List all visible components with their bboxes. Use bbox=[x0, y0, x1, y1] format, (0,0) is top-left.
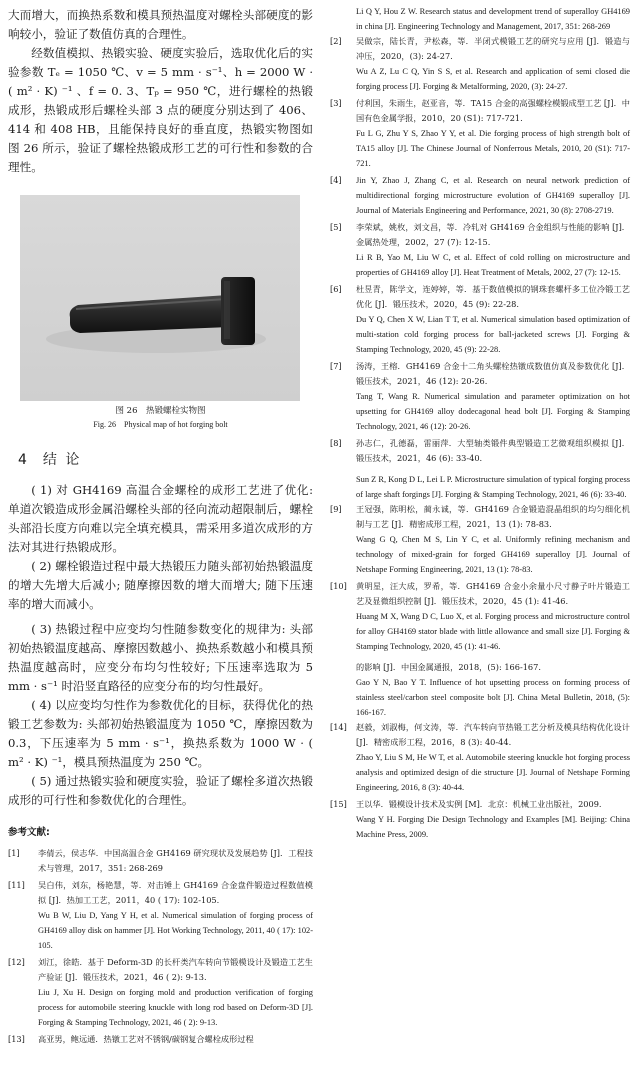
reference-line: 赵毅，刘淑梅，何文涛，等．汽车转向节热锻工艺分析及模具结构优化设计 [J]．精密成形工程，2016，8 (3): 40-44. bbox=[356, 722, 630, 747]
reference-line: Wu B W, Liu D, Yang Y H, et al. Numerical simulation of forging process of GH4169 alloy disk on hammer [J]. Hot Working Technology, 2011, 40 ( 17): 102-105. bbox=[38, 911, 313, 950]
intro-paragraph-2: 经数值模拟、热锻实验、硬度实验后，选取优化后的实验参数 Tₑ = 1050 ℃、v = 5 mm · s⁻¹、h = 2000 W · ( m² · K) ⁻¹ 、f = 0. 3、Tₚ = 950 ℃，进行螺栓的热锻成形，热锻成形后螺栓头部 3 点的硬度分别达到了 406、414 和 408 HB，且能保持良好的垂直度，热锻实物图如图 26 所示，验证了螺栓热锻成形工艺的可行性和参数的合理性。 bbox=[8, 46, 313, 174]
reference-item bbox=[330, 96, 630, 171]
figure-caption-en: Fig. 26 Physical map of hot forging bolt bbox=[93, 420, 228, 429]
reference-line: Liu J, Xu H. Design on forging mold and production verification of forging process for automobile steering knuckle with long rod based on Deform-3D [J]. Forging & Stamping Technology, 2021, 46 ( 2): 9-13. bbox=[38, 988, 313, 1027]
reference-8-continuation bbox=[330, 472, 630, 502]
reference-item bbox=[330, 720, 630, 795]
reference-number: [15] bbox=[330, 799, 347, 809]
reference-line: 吴白伟，刘东，杨艳慧，等．对击锤上 GH4169 合金盘件锻造过程数值模拟 [J]．热加工工艺，2011，40 ( 17): 102-105. bbox=[38, 880, 313, 905]
reference-number: [11] bbox=[8, 880, 25, 890]
reference-number: [3] bbox=[330, 98, 342, 108]
references-heading: 参考文献: bbox=[8, 827, 50, 838]
reference-item bbox=[8, 955, 313, 1030]
reference-item bbox=[330, 579, 630, 654]
reference-item bbox=[330, 502, 630, 577]
reference-line: Wang Y H. Forging Die Design Technology and Examples [M]. Beijing: China Machine Press, 2009. bbox=[356, 815, 630, 839]
reference-line: 汤涛，王榕．GH4169 合金十二角头螺栓热镦成数值仿真及参数优化 [J]．锻压技术，2021，46 (12): 20-26. bbox=[356, 361, 630, 386]
intro-paragraph-1: 大而增大，而换热系数和模具预热温度对螺栓头部硬度的影响较小，验证了数值仿真的合理性。 bbox=[8, 8, 313, 41]
reference-line: Gao Y N, Bao Y T. Influence of hot upsetting process on forming process of stainless steel/carbon steel composite bolt [J]. China Metal Bulletin, 2018, (5): 166-167. bbox=[356, 678, 630, 717]
section-heading bbox=[18, 449, 313, 469]
reference-number: [8] bbox=[330, 438, 342, 448]
reference-line: Tang T, Wang R. Numerical simulation and parameter optimization on hot upsetting for GH4169 alloy dodecagonal head bolt [J]. Forging & Stamping Technology, 2021, 46 (12): 20-26. bbox=[356, 392, 630, 431]
section-number: 4 bbox=[18, 452, 29, 468]
reference-line: Wang G Q, Chen M S, Lin Y C, et al. Uniformly refining mechanism and technology of mixed-grain for forged GH4169 superalloy [J]. Journal of Netshape Forming Engineering, 2021, 13 (1): 78-83. bbox=[356, 535, 630, 574]
reference-line: Fu L G, Zhu Y S, Zhao Y Y, et al. Die forging process of high strength bolt of TA15 alloy [J]. The Chinese Journal of Nonferrous Metals, 2010, 20 (S1): 717-721. bbox=[356, 129, 630, 168]
figure-26 bbox=[8, 191, 313, 407]
reference-item bbox=[330, 359, 630, 434]
reference-item bbox=[330, 797, 630, 842]
reference-13-continuation bbox=[330, 660, 630, 720]
reference-line: 的影响 [J]．中国金属通报，2018，(5): 166-167. bbox=[356, 662, 541, 672]
conclusion-1: ( 1) 对 GH4169 高温合金螺栓的成形工艺进了优化: 单道次锻造成形金属沿螺栓头部的径向流动超限制后，螺栓头部沿长度方向难以完全填充模具，需采用多道次成形的方法对其进行热锻成形。 bbox=[8, 483, 313, 554]
reference-line: 王冠强，陈明松，蔺永诚，等．GH4169 合金锻造混晶组织的均匀细化机制与工艺 [J]．精密成形工程，2021，13 (1): 78-83. bbox=[356, 504, 630, 529]
left-column bbox=[8, 6, 313, 1049]
reference-number: [7] bbox=[330, 361, 342, 371]
reference-item bbox=[8, 1032, 313, 1047]
reference-line: 刘江，徐皓．基于 Deform-3D 的长杆类汽车转向节锻模设计及锻造工艺生产验证 [J]．锻压技术，2021，46 ( 2): 9-13. bbox=[38, 957, 313, 982]
reference-line: 黄明星，汪大成，罗希，等．GH4169 合金小余量小尺寸静子叶片锻造工艺及显微组织控制 [J]．锻压技术，2020，45 (1): 41-46. bbox=[356, 581, 630, 606]
reference-number: [6] bbox=[330, 284, 342, 294]
reference-number: [9] bbox=[330, 504, 342, 514]
figure-caption-cn: 图 26 热锻螺栓实物图 bbox=[115, 406, 206, 416]
reference-line: Zhao Y, Liu S M, He W T, et al. Automobile steering knuckle hot forging process analysis and optimized design of die structure [J]. Journal of Netshape Forming Engineering, 2016, 8 (3): 40-44. bbox=[356, 753, 630, 792]
reference-line: 李荣斌，姚枚，刘文昌，等．冷轧对 GH4169 合金组织与性能的影响 [J]．金属热处理，2002，27 (7): 12-15. bbox=[356, 222, 630, 247]
reference-line: Li Q Y, Hou Z W. Research status and development trend of superalloy GH4169 in china [J]. Engineering Technology and Management, 2017, 351: 268-269 bbox=[356, 7, 630, 31]
reference-number: [4] bbox=[330, 175, 342, 185]
reference-item bbox=[8, 878, 313, 953]
reference-number: [5] bbox=[330, 222, 342, 232]
reference-line: 高亚男，鲍远通．热镦工艺对不锈钢/碳钢复合螺栓成形过程 bbox=[38, 1034, 254, 1044]
conclusion-5: ( 5) 通过热锻实验和硬度实验，验证了螺栓多道次热锻成形的可行性和参数优化的合理性。 bbox=[8, 774, 313, 807]
hot-forged-bolt-photo bbox=[8, 191, 313, 407]
reference-number: [10] bbox=[330, 581, 347, 591]
reference-item bbox=[330, 436, 630, 466]
right-column bbox=[330, 4, 630, 844]
right-references-a bbox=[330, 34, 630, 466]
reference-line: Wu A Z, Lu C Q, Yin S S, et al. Research and application of semi closed die forging process [J]. Forging & Metalforming, 2020, (3): 24-27. bbox=[356, 67, 630, 91]
reference-item bbox=[330, 282, 630, 357]
reference-line: 王以华．锻模设计技术及实例 [M]．北京：机械工业出版社，2009. bbox=[356, 799, 602, 809]
reference-line: 李倩云，侯志华．中国高温合金 GH4169 研究现状及发展趋势 [J]．工程技术与管理，2017，351: 268-269 bbox=[38, 848, 313, 873]
conclusion-2: ( 2) 螺栓锻造过程中最大热锻压力随头部初始热锻温度的增大先增大后减小; 随摩擦因数的增大而增大; 随下压速率的增大而减小。 bbox=[8, 559, 313, 611]
reference-line: Sun Z R, Kong D L, Lei L P. Microstructure simulation of typical forging process of large shaft forgings [J]. Forging & Stamping Technology, 2021, 46 (6): 33-40. bbox=[356, 475, 630, 499]
reference-item bbox=[8, 846, 313, 876]
conclusion-4: ( 4) 以应变均匀性作为参数优化的目标，获得优化的热锻工艺参数为: 头部初始热锻温度为 1050 ℃，摩擦因数为 0.3，下压速率为 5 mm · s⁻¹，换热系数为 1000 W · ( m² · K) ⁻¹，模具预热温度为 250 ℃。 bbox=[8, 698, 313, 769]
reference-item bbox=[330, 220, 630, 280]
reference-line: Huang M X, Wang D C, Luo X, et al. Forging process and microstructure control for alloy GH4169 stator blade with little allowance and small size [J]. Forging & Stamping Technology, 2020, 45 (1): 41-46. bbox=[356, 612, 630, 651]
reference-item bbox=[330, 34, 630, 94]
reference-line: 付利国，朱雨生，赵亚音，等．TA15 合金的高强螺栓模锻成型工艺 [J]．中国有色金属学报，2010，20 (S1): 717-721. bbox=[356, 98, 630, 123]
reference-number: [2] bbox=[330, 36, 342, 46]
reference-item bbox=[330, 173, 630, 218]
reference-1-continuation bbox=[330, 4, 630, 34]
reference-number: [1] bbox=[8, 848, 20, 858]
reference-line: 吴做宗，陆长青，尹松森，等．半闭式模锻工艺的研究与应用 [J]．锻造与冲压，2020，(3): 24-27. bbox=[356, 36, 630, 61]
reference-line: Li R B, Yao M, Liu W C, et al. Effect of cold rolling on microstructure and properties of GH4169 alloy [J]. Heat Treatment of Metals, 2002, 27 (7): 12-15. bbox=[356, 253, 630, 277]
reference-line: Jin Y, Zhao J, Zhang C, et al. Research on neural network prediction of multidirectional forging microstructure evolution of GH4169 superalloy [J]. Journal of Materials Engineering and Performance, 2021, 30 (8): 2708-2719. bbox=[356, 176, 630, 215]
conclusion-3: ( 3) 热锻过程中应变均匀性随参数变化的规律为: 头部初始热锻温度越高、摩擦因数越小、换热系数越小和模具预热温度越高时，应变分布均匀性较好; 下压速率选取为 5 mm · s⁻¹ 时沿竖直路径的应变分布的均匀性最好。 bbox=[8, 622, 313, 693]
reference-line: 杜昱青，陈学文，连婷婷，等．基于数值模拟的钢珠套螺杆多工位冷锻工艺优化 [J]．锻压技术，2020，45 (9): 22-28. bbox=[356, 284, 630, 309]
section-title: 结 论 bbox=[42, 452, 82, 468]
right-references-b bbox=[330, 502, 630, 654]
reference-number: [14] bbox=[330, 722, 347, 732]
left-references bbox=[8, 846, 313, 1047]
right-references-c bbox=[330, 720, 630, 842]
reference-line: Du Y Q, Chen X W, Lian T T, et al. Numerical simulation based optimization of multi-station cold forging process for ball-jacketed screws [J]. Forging & Stamping Technology, 2020, 45 (9): 22-28. bbox=[356, 315, 630, 354]
reference-number: [12] bbox=[8, 957, 25, 967]
reference-number: [13] bbox=[8, 1034, 25, 1044]
reference-line: 孙志仁，孔德磊，雷丽萍．大型轴类锻件典型锻造工艺微观组织模拟 [J]．锻压技术，2021，46 (6): 33-40. bbox=[356, 438, 630, 463]
